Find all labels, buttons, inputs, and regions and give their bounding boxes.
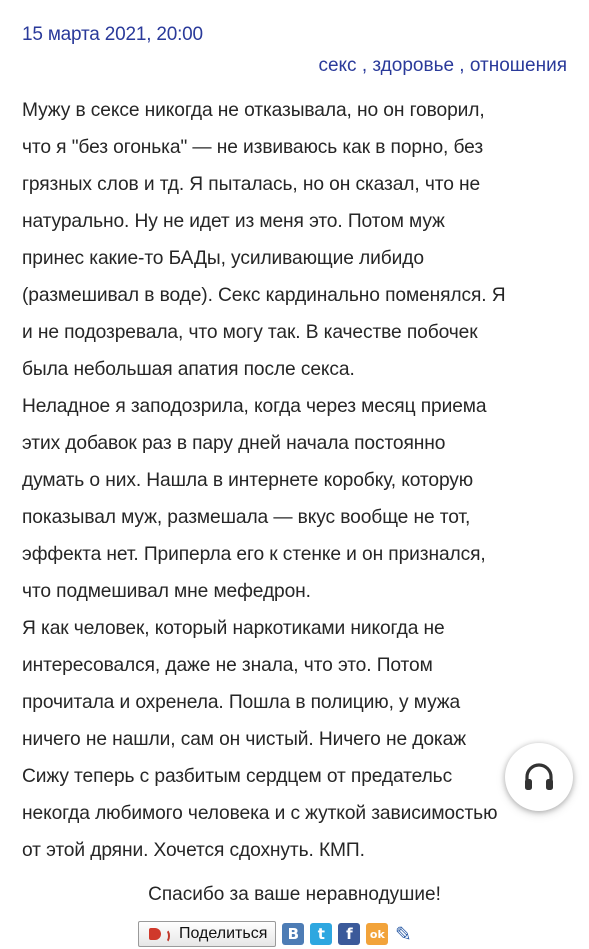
post-line: эффекта нет. Приперла его к стенке и он признался, (22, 544, 486, 565)
post-line: принес какие-то БАДы, усиливающие либидо (22, 248, 424, 269)
post-line: интересовался, даже не знала, что это. Потом (22, 655, 433, 676)
post-line: от этой дряни. Хочется сдохнуть. КМП. (22, 840, 365, 861)
post-line: некогда любимого человека и с жуткой зависимостью (22, 803, 498, 824)
audio-play-button[interactable] (505, 743, 573, 811)
post-line: этих добавок раз в пару дней начала постоянно (22, 433, 446, 454)
tag-separator: , (454, 55, 470, 76)
thanks-message: Спасибо за ваше неравнодушие! (148, 884, 441, 905)
post-body (22, 92, 572, 869)
post-line: натурально. Ну не идет из меня это. Потом муж (22, 211, 445, 232)
post-line: показывал муж, размешала — вкус вообще не тот, (22, 507, 471, 528)
post-line: прочитала и охренела. Пошла в полицию, у мужа (22, 692, 461, 713)
vk-icon[interactable]: В (282, 923, 304, 945)
twitter-icon[interactable]: t (310, 923, 332, 945)
post-line: ничего не нашли, сам он чистый. Ничего не докаж (22, 729, 466, 750)
speaker-icon (145, 927, 171, 941)
post-tags (318, 55, 567, 77)
tag-link-health[interactable]: здоровье (372, 55, 455, 76)
post-line: что я "без огонька" — не извиваюсь как в порно, без (22, 137, 484, 158)
pen-icon[interactable]: ✎ (394, 922, 412, 946)
post-line: что подмешивал мне мефедрон. (22, 581, 311, 602)
post-line: думать о них. Нашла в интернете коробку, которую (22, 470, 474, 491)
share-button-label: Поделиться (179, 925, 268, 942)
post-line: Я как человек, который наркотиками никогда не (22, 618, 445, 639)
odnoklassniki-icon[interactable]: ok (366, 923, 388, 945)
share-button[interactable] (138, 921, 276, 947)
post-line: Неладное я заподозрила, когда через месяц приема (22, 396, 487, 417)
tag-link-relationships[interactable]: отношения (469, 55, 567, 76)
post-line: Мужу в сексе никогда не отказывала, но он говорил, (22, 100, 485, 121)
post-line: (размешивал в воде). Секс кардинально поменялся. Я (22, 285, 506, 306)
facebook-icon[interactable]: f (338, 923, 360, 945)
post-line: была небольшая апатия после секса. (22, 359, 355, 380)
share-bar (138, 920, 412, 948)
headphones-icon (522, 762, 556, 792)
tag-link-sex[interactable]: секс (318, 55, 357, 76)
post-date: 15 марта 2021, 20:00 (22, 24, 203, 45)
tag-separator: , (356, 55, 373, 76)
post-line: и не подозревала, что могу так. В качестве побочек (22, 322, 478, 343)
post-line: грязных слов и тд. Я пыталась, но он сказал, что не (22, 174, 481, 195)
post-line: Сижу теперь с разбитым сердцем от предательс (22, 766, 453, 787)
